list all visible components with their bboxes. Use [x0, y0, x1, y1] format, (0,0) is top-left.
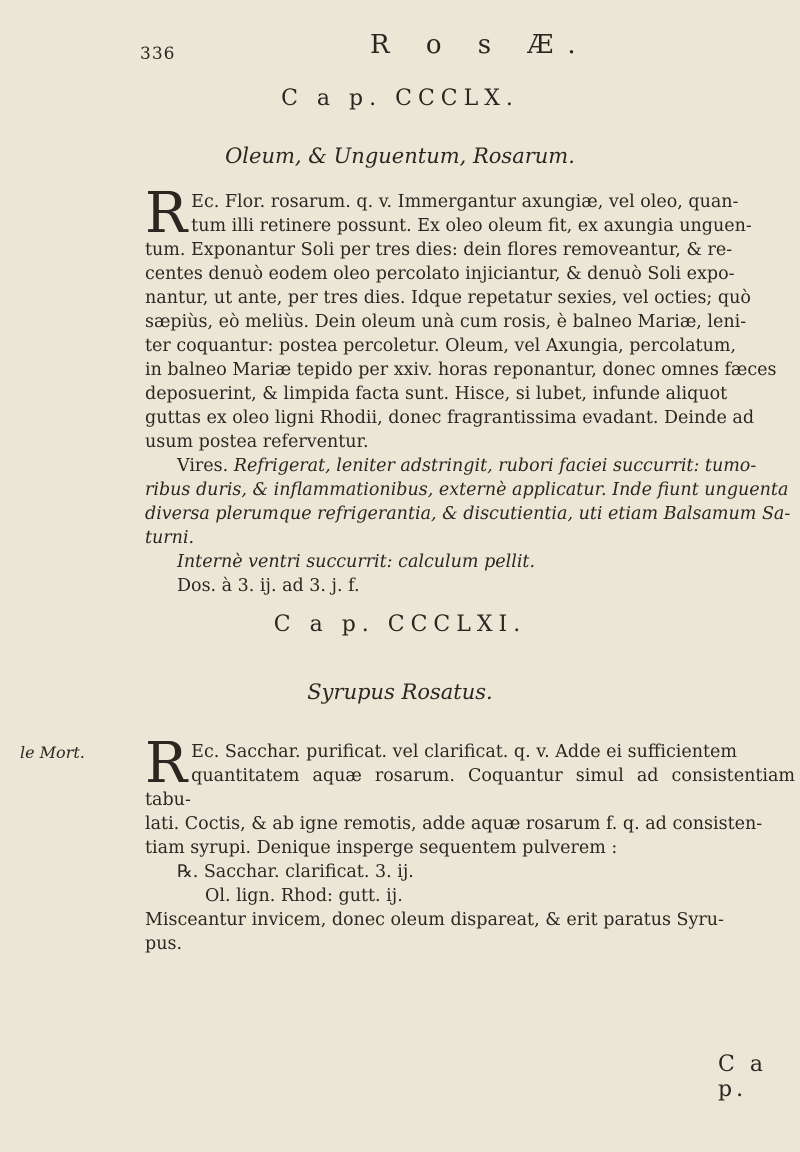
text-line: tum illi retinere possunt. Ex oleo oleum fit, ex axungia unguen-	[191, 216, 752, 236]
page-number: 336	[140, 44, 176, 64]
text-line: ter coquantur: postea percoletur. Oleum, vel Axungia, percolatum,	[145, 336, 737, 356]
catchword: C a p.	[718, 1052, 767, 1102]
text-line: turni.	[145, 528, 195, 548]
text-line: diversa plerumque refrigerantia, & discutientia, uti etiam Balsamum Sa-	[145, 504, 791, 524]
chapter-body	[145, 181, 795, 598]
text-line: quantitatem aquæ rosarum. Coquantur simul ad consistentiam tabu-	[145, 766, 795, 810]
text-line: Ec. Sacchar. purificat. vel clarificat. q. v. Adde ei sufficientem	[191, 742, 737, 762]
text-line: in balneo Mariæ tepido per xxiv. horas reponantur, donec omnes fæces	[145, 360, 777, 380]
margin-note: le Mort.	[20, 743, 85, 762]
text-line: centes denuò eodem oleo percolato injiciantur, & denuò Soli expo-	[145, 264, 735, 284]
drop-capital: R	[145, 731, 188, 796]
text-line: Misceantur invicem, donec oleum dispareat, & erit paratus Syru-	[145, 910, 724, 930]
text-line: usum postea referventur.	[145, 432, 369, 452]
running-title: R o s Æ.	[370, 30, 590, 60]
chapter-heading: C a p. CCCLX.	[281, 86, 519, 111]
interne-line: Internè ventri succurrit: calculum pellit.	[177, 552, 536, 572]
dose-line: Dos. à 3. ij. ad 3. j. f.	[177, 576, 360, 596]
text-line: tum. Exponantur Soli per tres dies: dein flores removeantur, & re-	[145, 240, 733, 260]
chapter-title: Oleum, & Unguentum, Rosarum.	[225, 144, 575, 168]
text-line: nantur, ut ante, per tres dies. Idque repetatur sexies, vel octies; quò	[145, 288, 751, 308]
text-line: pus.	[145, 934, 183, 954]
chapter-heading: C a p. CCCLXI.	[273, 612, 527, 637]
vires-label: Vires.	[177, 456, 229, 476]
vires-text: Refrigerat, leniter adstringit, rubori faciei succurrit: tumo-	[233, 456, 757, 476]
recipe-line: Ol. lign. Rhod: gutt. ij.	[205, 886, 403, 906]
text-line: deposuerint, & limpida facta sunt. Hisce, si lubet, infunde aliquot	[145, 384, 728, 404]
text-line: guttas ex oleo ligni Rhodii, donec fragrantissima evadant. Deinde ad	[145, 408, 755, 428]
text-line: lati. Coctis, & ab igne remotis, adde aquæ rosarum f. q. ad consisten-	[145, 814, 763, 834]
recipe-line: ℞. Sacchar. clarificat. 3. ij.	[177, 862, 414, 882]
text-line: ribus duris, & inflammationibus, externè applicatur. Inde fiunt unguenta	[145, 480, 789, 500]
chapter-body	[145, 731, 795, 956]
text-line: tiam syrupi. Denique insperge sequentem pulverem :	[145, 838, 618, 858]
text-line: sæpiùs, eò meliùs. Dein oleum unà cum rosis, è balneo Mariæ, leni-	[145, 312, 747, 332]
vires-line	[145, 454, 795, 478]
chapter-title: Syrupus Rosatus.	[307, 680, 493, 704]
drop-capital: R	[145, 181, 188, 246]
text-line: Ec. Flor. rosarum. q. v. Immergantur axungiæ, vel oleo, quan-	[191, 192, 739, 212]
